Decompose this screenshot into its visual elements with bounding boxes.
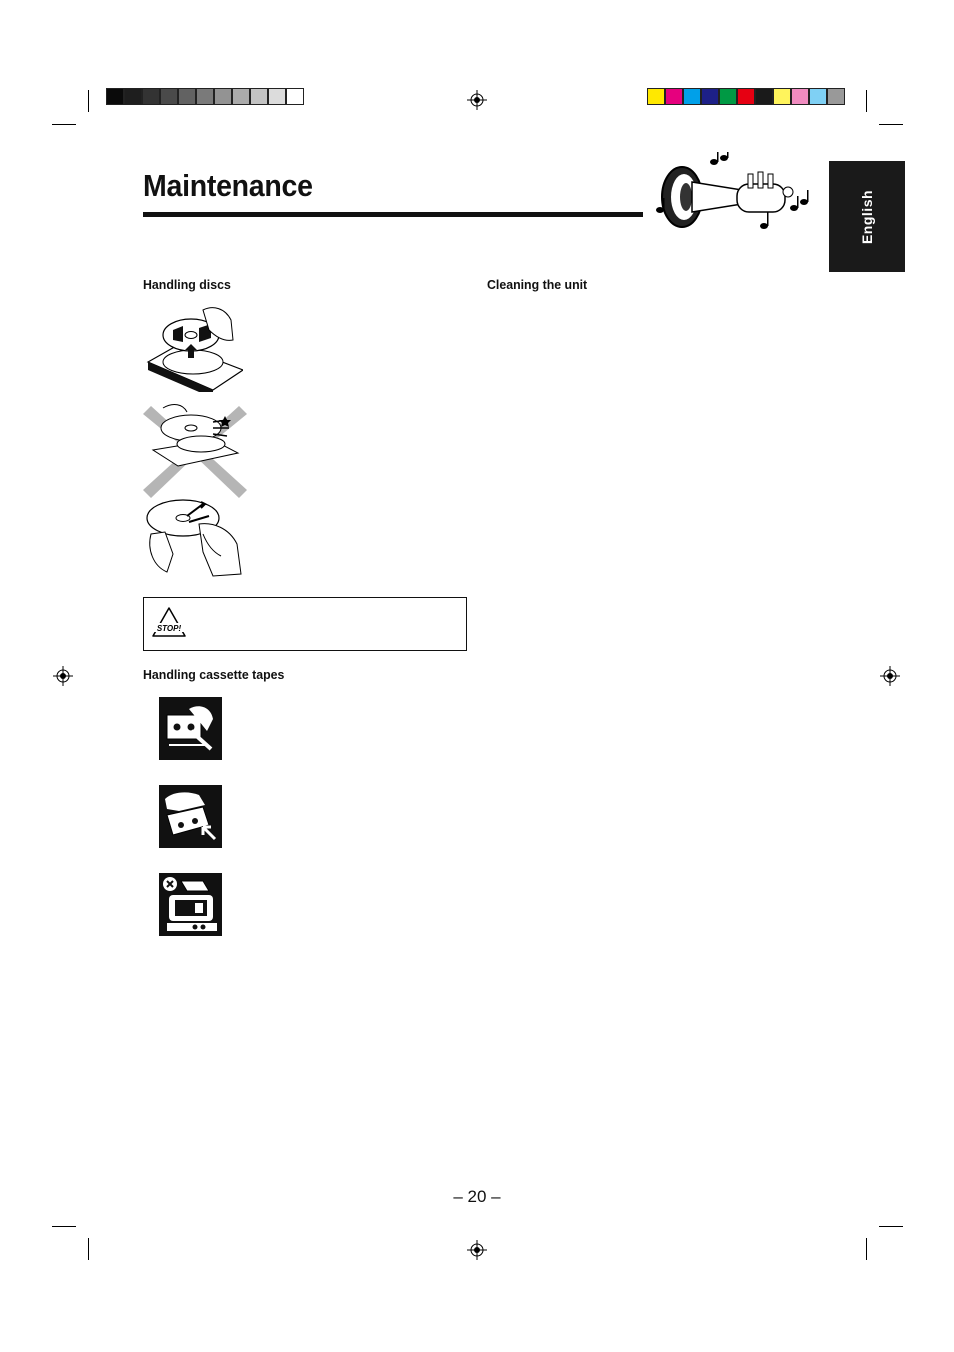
- registration-mark-icon: [467, 1240, 487, 1260]
- color-swatch: [196, 88, 214, 105]
- language-tab: [829, 161, 905, 272]
- cassette-heat-warning-icon: [159, 873, 222, 936]
- crop-mark: [879, 1226, 903, 1227]
- color-swatch: [683, 88, 701, 105]
- color-swatch: [827, 88, 845, 105]
- cassette-tab-icon: [159, 785, 222, 848]
- crop-mark: [88, 90, 89, 112]
- crop-mark: [88, 1238, 89, 1260]
- color-bar: [647, 88, 845, 105]
- cassette-tension-icon: [159, 697, 222, 760]
- color-swatch: [647, 88, 665, 105]
- color-swatch: [737, 88, 755, 105]
- grayscale-bar: [106, 88, 304, 105]
- color-swatch: [809, 88, 827, 105]
- stop-warning-icon: [151, 606, 187, 638]
- warning-box: [143, 597, 467, 651]
- color-swatch: [719, 88, 737, 105]
- color-swatch: [214, 88, 232, 105]
- registration-mark-icon: [467, 90, 487, 110]
- color-swatch: [178, 88, 196, 105]
- heading-handling-discs: Handling discs: [143, 277, 231, 292]
- crop-mark: [866, 90, 867, 112]
- stop-icon-text: STOP!: [156, 624, 182, 633]
- color-swatch: [124, 88, 142, 105]
- disc-cleaning-illustration: [143, 494, 243, 580]
- color-swatch: [232, 88, 250, 105]
- color-swatch: [665, 88, 683, 105]
- title-underline: [143, 212, 643, 217]
- crop-mark: [866, 1238, 867, 1260]
- crop-mark: [52, 1226, 76, 1227]
- disc-removal-illustration: [143, 300, 243, 392]
- disc-wrong-handling-illustration: [143, 398, 247, 498]
- cassette-no-heat-icon: [159, 873, 222, 936]
- registration-mark-icon: [880, 666, 900, 686]
- crop-mark: [879, 124, 903, 125]
- color-swatch: [142, 88, 160, 105]
- color-swatch: [268, 88, 286, 105]
- crop-mark: [52, 124, 76, 125]
- color-swatch: [106, 88, 124, 105]
- page-title: Maintenance: [143, 168, 313, 203]
- color-swatch: [773, 88, 791, 105]
- heading-cleaning-unit: Cleaning the unit: [487, 277, 588, 292]
- color-swatch: [160, 88, 178, 105]
- color-swatch: [286, 88, 304, 105]
- cassette-safety-tab-icon: [159, 785, 222, 848]
- heading-handling-cassettes: Handling cassette tapes: [143, 667, 285, 682]
- color-swatch: [250, 88, 268, 105]
- cassette-pencil-icon: [159, 697, 222, 760]
- color-swatch: [701, 88, 719, 105]
- registration-mark-icon: [53, 666, 73, 686]
- trumpet-music-illustration: [652, 152, 812, 232]
- color-swatch: [755, 88, 773, 105]
- color-swatch: [791, 88, 809, 105]
- page-number: – 20 –: [453, 1187, 501, 1206]
- language-tab-label: English: [859, 189, 875, 244]
